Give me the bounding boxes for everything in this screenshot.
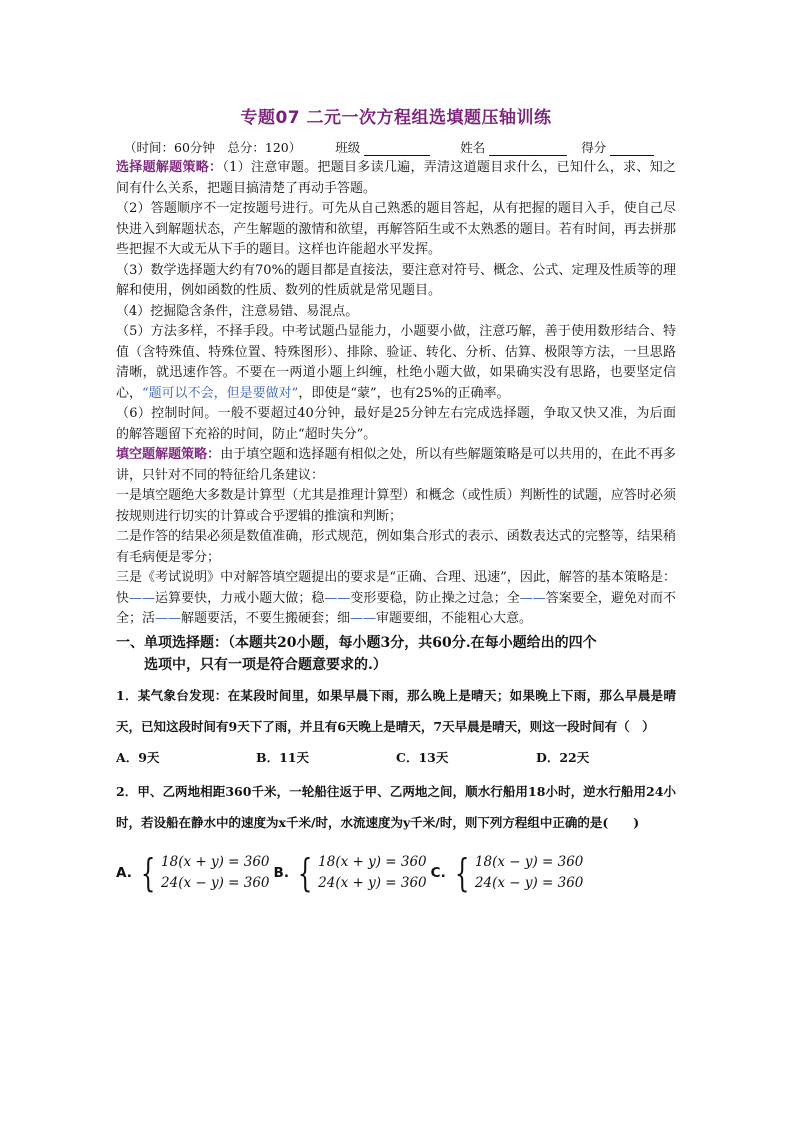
- document-page: [116, 103, 676, 894]
- equation-system-a: { 18(x + y) = 360 24(x − y) = 360: [140, 850, 270, 895]
- exam-meta: [124, 138, 676, 156]
- option-c-label: C.: [430, 864, 446, 881]
- equation-system-c: { 18(x − y) = 360 24(x − y) = 360: [454, 850, 584, 895]
- option-d: D．22天: [536, 749, 590, 765]
- fill-strategy-p1: 一是填空题绝大多数是计算型（尤其是推理计算型）和概念（或性质）判断性的试题，应答时必须按规则进行切实的计算或合乎逻辑的推演和判断；: [116, 488, 676, 524]
- fill-strategy-p2: 二是作答的结果必须是数值准确，形式规范，例如集合形式的表示、函数表达式的完整等，结果稍有毛病便是零分；: [116, 529, 676, 565]
- choice-strategy-p5: （5）方法多样，不择手段。中考试题凸显能力，小题要小做，注意巧解，善于使用数形结合、特值（含特殊值、特殊位置、特殊图形）、排除、验证、转化、分析、估算、极限等方法，一旦思路清晰，就迅速作答。不要在一两道小题上纠缠，杜绝小题大做，如果确实没有思路，也要坚定信心，“题可以不会，但是要做对”，即使是“蒙”，也有25%的正确率。: [116, 324, 676, 401]
- option-b: B．11天: [256, 749, 309, 765]
- brace-icon: {: [454, 850, 470, 895]
- option-a: A．9天: [116, 749, 160, 765]
- choice-strategy-p2: （2）答题顺序不一定按题号进行。可先从自己熟悉的题目答起，从有把握的题目入手，使自己尽快进入到解题状态，产生解题的激情和欲望，再解答陌生或不太熟悉的题目。若有时间，再去拼那些把握不大或无从下手的题目。这样也许能超水平发挥。: [116, 201, 676, 257]
- question-2-options: [116, 852, 676, 894]
- choice-strategy-p3: （3）数学选择题大约有70%的题目都是直接法，要注意对符号、概念、公式、定理及性质等的理解和使用，例如函数的性质、数列的性质就是常见题目。: [116, 262, 676, 298]
- choice-strategy-p4: （4）挖掘隐含条件，注意易错、易混点。: [116, 303, 359, 319]
- brace-icon: {: [297, 850, 313, 895]
- name-blank: [489, 143, 567, 156]
- choice-strategy-p1: 选择题解题策略：（1）注意审题。把题目多读几遍，弄清这道题目求什么，已知什么，求、知之间有什么关系，把题目搞清楚了再动手答题。: [116, 160, 676, 196]
- fill-strategy-p3: 三是《考试说明》中对解答填空题提出的要求是“正确、合理、迅速”，因此，解答的基本策略是：快——运算要快，力戒小题大做；稳——变形要稳，防止操之过急；全——答案要全，避免对而不全；活——解题要活，不要生搬硬套；细——审题要细，不能粗心大意。: [116, 570, 676, 626]
- option-a-label: A.: [116, 864, 132, 881]
- page-title: 专题07 二元一次方程组选填题压轴训练: [240, 108, 552, 128]
- question-1: 1．某气象台发现：在某段时间里，如果早晨下雨，那么晚上是晴天；如果晚上下雨，那么早晨是晴天，已知这段时间有9天下了雨，并且有6天晚上是晴天，7天早晨是晴天，则这一段时间有（ ）: [116, 687, 676, 734]
- fill-strategy-intro: 填空题解题策略：由于填空题和选择题有相似之处，所以有些解题策略是可以共用的，在此不再多讲，只针对不同的特征给几条建议：: [116, 447, 676, 483]
- highlight-quote: “题可以不会，但是要做对”: [142, 385, 299, 401]
- equation-system-b: { 18(x + y) = 360 24(x + y) = 360: [297, 850, 427, 895]
- question-1-options: [116, 748, 676, 766]
- time-info: （时间：60分钟 总分：120）: [124, 140, 302, 155]
- choice-strategy-p6: （6）控制时间。一般不要超过40分钟，最好是25分钟左右完成选择题，争取又快又准，为后面的解答题留下充裕的时间，防止“超时失分”。: [116, 406, 676, 442]
- section-heading: 一、单项选择题：（本题共20小题，每小题3分，共60分.在每小题给出的四个 选项中，只有一项是符合题意要求的.）: [116, 634, 597, 673]
- choice-strategy-label: 选择题解题策略：: [116, 160, 223, 175]
- brace-icon: {: [140, 850, 156, 895]
- score-label: 得分: [581, 140, 607, 155]
- class-label: 班级: [335, 140, 361, 155]
- question-2: 2．甲、乙两地相距360千米，一轮船往返于甲、乙两地之间，顺水行船用18小时，逆水行船用24小时，若设船在静水中的速度为x千米/时，水流速度为y千米/时，则下列方程组中正确的是( ): [116, 783, 676, 830]
- option-c: C．13天: [396, 749, 449, 765]
- option-b-label: B.: [273, 864, 289, 881]
- fill-strategy-label: 填空题解题策略：: [116, 447, 221, 462]
- name-label: 姓名: [460, 140, 486, 155]
- class-blank: [364, 143, 430, 156]
- score-blank: [610, 143, 654, 156]
